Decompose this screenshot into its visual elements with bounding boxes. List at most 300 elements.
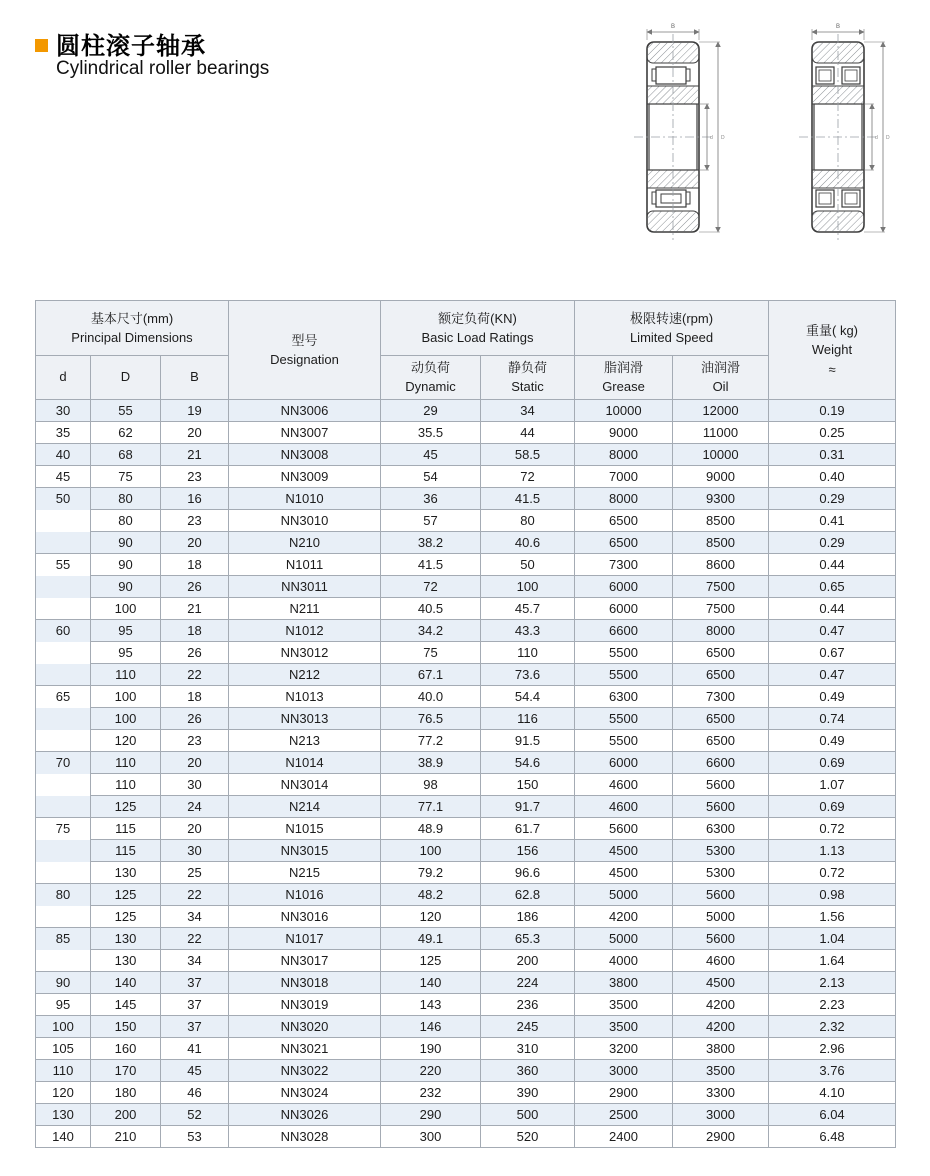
cell-oil: 8500 bbox=[673, 532, 769, 554]
orange-square-bullet bbox=[35, 39, 48, 52]
header-col-D: D bbox=[91, 356, 161, 400]
cell-designation: NN3016 bbox=[229, 906, 381, 928]
cell-static: 40.6 bbox=[481, 532, 575, 554]
cell-oil: 5300 bbox=[673, 840, 769, 862]
cell-grease: 6500 bbox=[575, 510, 673, 532]
header-weight-zh: 重量( kg) bbox=[806, 322, 859, 338]
cell-weight: 0.49 bbox=[769, 730, 896, 752]
cell-grease: 9000 bbox=[575, 422, 673, 444]
cell-grease: 6300 bbox=[575, 686, 673, 708]
cell-weight: 0.72 bbox=[769, 818, 896, 840]
cell-d bbox=[36, 598, 91, 620]
page-title-zh: 圆柱滚子轴承 bbox=[56, 33, 206, 60]
cell-oil: 8500 bbox=[673, 510, 769, 532]
header-col-oil bbox=[673, 356, 769, 400]
header-weight-en: Weight bbox=[811, 342, 853, 358]
cell-dynamic: 57 bbox=[381, 510, 481, 532]
cell-D: 130 bbox=[91, 862, 161, 884]
cell-d: 45 bbox=[36, 466, 91, 488]
cell-grease: 4600 bbox=[575, 796, 673, 818]
cell-dynamic: 77.2 bbox=[381, 730, 481, 752]
cell-oil: 3800 bbox=[673, 1038, 769, 1060]
cell-dynamic: 72 bbox=[381, 576, 481, 598]
cell-grease: 5500 bbox=[575, 642, 673, 664]
table-row bbox=[36, 972, 896, 994]
cell-grease: 5500 bbox=[575, 708, 673, 730]
cell-grease: 7300 bbox=[575, 554, 673, 576]
cell-oil: 6600 bbox=[673, 752, 769, 774]
cell-static: 520 bbox=[481, 1126, 575, 1148]
cell-weight: 0.41 bbox=[769, 510, 896, 532]
cell-dynamic: 29 bbox=[381, 400, 481, 422]
cell-dynamic: 67.1 bbox=[381, 664, 481, 686]
cell-designation: NN3012 bbox=[229, 642, 381, 664]
header-designation bbox=[229, 301, 381, 400]
cell-dynamic: 98 bbox=[381, 774, 481, 796]
cell-dynamic: 125 bbox=[381, 950, 481, 972]
cell-oil: 7500 bbox=[673, 598, 769, 620]
cell-oil: 4500 bbox=[673, 972, 769, 994]
cell-d: 110 bbox=[36, 1060, 91, 1082]
header-row-groups bbox=[36, 301, 896, 356]
header-weight-approx: ≈ bbox=[828, 361, 836, 377]
cell-grease: 4500 bbox=[575, 840, 673, 862]
cell-static: 150 bbox=[481, 774, 575, 796]
cell-d bbox=[36, 730, 91, 752]
cell-designation: NN3026 bbox=[229, 1104, 381, 1126]
cell-dynamic: 40.0 bbox=[381, 686, 481, 708]
cell-dynamic: 48.2 bbox=[381, 884, 481, 906]
cell-weight: 2.32 bbox=[769, 1016, 896, 1038]
cell-weight: 0.25 bbox=[769, 422, 896, 444]
cell-weight: 0.69 bbox=[769, 796, 896, 818]
table-row bbox=[36, 1082, 896, 1104]
cell-B: 20 bbox=[161, 532, 229, 554]
cell-D: 90 bbox=[91, 554, 161, 576]
header-col-dynamic-en: Dynamic bbox=[405, 378, 456, 394]
cell-d: 70 bbox=[36, 752, 91, 774]
cell-designation: NN3028 bbox=[229, 1126, 381, 1148]
cell-B: 34 bbox=[161, 950, 229, 972]
cell-D: 100 bbox=[91, 708, 161, 730]
cell-designation: N1016 bbox=[229, 884, 381, 906]
cell-weight: 1.04 bbox=[769, 928, 896, 950]
header-row-columns bbox=[36, 356, 896, 400]
cell-dynamic: 79.2 bbox=[381, 862, 481, 884]
cell-oil: 4200 bbox=[673, 1016, 769, 1038]
cell-D: 68 bbox=[91, 444, 161, 466]
cell-static: 310 bbox=[481, 1038, 575, 1060]
cell-oil: 12000 bbox=[673, 400, 769, 422]
cell-d: 140 bbox=[36, 1126, 91, 1148]
cell-oil: 2900 bbox=[673, 1126, 769, 1148]
cell-B: 37 bbox=[161, 972, 229, 994]
cell-oil: 6500 bbox=[673, 642, 769, 664]
cell-d: 75 bbox=[36, 818, 91, 840]
cell-D: 140 bbox=[91, 972, 161, 994]
cell-D: 125 bbox=[91, 906, 161, 928]
cell-static: 61.7 bbox=[481, 818, 575, 840]
cell-dynamic: 290 bbox=[381, 1104, 481, 1126]
cell-designation: N1017 bbox=[229, 928, 381, 950]
cell-B: 20 bbox=[161, 818, 229, 840]
cell-grease: 6000 bbox=[575, 598, 673, 620]
table-row bbox=[36, 664, 896, 686]
table-row bbox=[36, 1016, 896, 1038]
table-row bbox=[36, 840, 896, 862]
cell-dynamic: 120 bbox=[381, 906, 481, 928]
cell-B: 18 bbox=[161, 620, 229, 642]
cell-d bbox=[36, 774, 91, 796]
cell-d bbox=[36, 510, 91, 532]
cell-d bbox=[36, 796, 91, 818]
cell-oil: 5300 bbox=[673, 862, 769, 884]
cell-d: 95 bbox=[36, 994, 91, 1016]
cell-weight: 1.07 bbox=[769, 774, 896, 796]
cell-designation: NN3007 bbox=[229, 422, 381, 444]
table-row bbox=[36, 488, 896, 510]
cell-weight: 0.47 bbox=[769, 620, 896, 642]
cell-grease: 10000 bbox=[575, 400, 673, 422]
cell-grease: 5000 bbox=[575, 884, 673, 906]
cell-weight: 2.23 bbox=[769, 994, 896, 1016]
cell-designation: NN3006 bbox=[229, 400, 381, 422]
table-row bbox=[36, 774, 896, 796]
cell-static: 58.5 bbox=[481, 444, 575, 466]
cell-oil: 5600 bbox=[673, 774, 769, 796]
cell-weight: 0.31 bbox=[769, 444, 896, 466]
cell-weight: 1.56 bbox=[769, 906, 896, 928]
cell-d: 60 bbox=[36, 620, 91, 642]
cell-B: 30 bbox=[161, 774, 229, 796]
cell-B: 52 bbox=[161, 1104, 229, 1126]
cell-D: 90 bbox=[91, 576, 161, 598]
header-principal-dimensions-zh: 基本尺寸(mm) bbox=[90, 310, 174, 326]
cell-B: 34 bbox=[161, 906, 229, 928]
cell-designation: N213 bbox=[229, 730, 381, 752]
cell-designation: N214 bbox=[229, 796, 381, 818]
table-row bbox=[36, 686, 896, 708]
cell-static: 62.8 bbox=[481, 884, 575, 906]
cell-oil: 3000 bbox=[673, 1104, 769, 1126]
cell-oil: 6500 bbox=[673, 730, 769, 752]
cell-D: 110 bbox=[91, 752, 161, 774]
cell-grease: 2400 bbox=[575, 1126, 673, 1148]
cell-d bbox=[36, 840, 91, 862]
header-col-oil-en: Oil bbox=[712, 378, 729, 394]
cell-static: 44 bbox=[481, 422, 575, 444]
cell-grease: 6500 bbox=[575, 532, 673, 554]
cell-B: 37 bbox=[161, 994, 229, 1016]
cell-D: 130 bbox=[91, 950, 161, 972]
cell-designation: NN3009 bbox=[229, 466, 381, 488]
cell-weight: 0.19 bbox=[769, 400, 896, 422]
cell-D: 110 bbox=[91, 774, 161, 796]
cell-oil: 6500 bbox=[673, 664, 769, 686]
cell-grease: 4600 bbox=[575, 774, 673, 796]
cell-D: 150 bbox=[91, 1016, 161, 1038]
cell-weight: 0.40 bbox=[769, 466, 896, 488]
cell-weight: 1.64 bbox=[769, 950, 896, 972]
cell-oil: 5600 bbox=[673, 796, 769, 818]
cell-D: 80 bbox=[91, 510, 161, 532]
cell-static: 45.7 bbox=[481, 598, 575, 620]
cell-grease: 3500 bbox=[575, 1016, 673, 1038]
cell-weight: 2.96 bbox=[769, 1038, 896, 1060]
table-row bbox=[36, 730, 896, 752]
cell-d: 65 bbox=[36, 686, 91, 708]
cell-static: 91.5 bbox=[481, 730, 575, 752]
page-title-en: Cylindrical roller bearings bbox=[56, 58, 270, 79]
cell-D: 210 bbox=[91, 1126, 161, 1148]
cell-oil: 3300 bbox=[673, 1082, 769, 1104]
cell-d bbox=[36, 576, 91, 598]
header-col-static-en: Static bbox=[511, 378, 544, 394]
cell-B: 16 bbox=[161, 488, 229, 510]
cell-weight: 0.72 bbox=[769, 862, 896, 884]
dim-label-B: B bbox=[671, 24, 676, 30]
cell-dynamic: 190 bbox=[381, 1038, 481, 1060]
cell-oil: 5600 bbox=[673, 884, 769, 906]
cell-D: 95 bbox=[91, 642, 161, 664]
table-row bbox=[36, 950, 896, 972]
header-col-d: d bbox=[36, 356, 91, 400]
header-col-B: B bbox=[161, 356, 229, 400]
cell-grease: 7000 bbox=[575, 466, 673, 488]
table-row bbox=[36, 422, 896, 444]
cell-D: 200 bbox=[91, 1104, 161, 1126]
table-row bbox=[36, 862, 896, 884]
cell-D: 125 bbox=[91, 884, 161, 906]
cell-D: 95 bbox=[91, 620, 161, 642]
header-principal-dimensions-en: Principal Dimensions bbox=[71, 330, 193, 345]
header-col-static bbox=[481, 356, 575, 400]
cell-designation: NN3014 bbox=[229, 774, 381, 796]
cell-oil: 4200 bbox=[673, 994, 769, 1016]
cell-D: 62 bbox=[91, 422, 161, 444]
cell-static: 80 bbox=[481, 510, 575, 532]
table-row bbox=[36, 1126, 896, 1148]
cell-oil: 6500 bbox=[673, 708, 769, 730]
cell-dynamic: 38.9 bbox=[381, 752, 481, 774]
cell-grease: 8000 bbox=[575, 444, 673, 466]
cell-dynamic: 34.2 bbox=[381, 620, 481, 642]
cell-designation: N1010 bbox=[229, 488, 381, 510]
cell-weight: 0.44 bbox=[769, 598, 896, 620]
cell-B: 41 bbox=[161, 1038, 229, 1060]
table-row bbox=[36, 818, 896, 840]
cell-grease: 6600 bbox=[575, 620, 673, 642]
cell-designation: NN3015 bbox=[229, 840, 381, 862]
cell-grease: 3200 bbox=[575, 1038, 673, 1060]
cell-B: 26 bbox=[161, 708, 229, 730]
cell-grease: 5500 bbox=[575, 730, 673, 752]
cell-d bbox=[36, 664, 91, 686]
cell-designation: NN3022 bbox=[229, 1060, 381, 1082]
cell-d: 40 bbox=[36, 444, 91, 466]
cell-designation: N1012 bbox=[229, 620, 381, 642]
cell-designation: NN3008 bbox=[229, 444, 381, 466]
cell-weight: 0.67 bbox=[769, 642, 896, 664]
table-row bbox=[36, 466, 896, 488]
cell-D: 55 bbox=[91, 400, 161, 422]
cell-B: 22 bbox=[161, 664, 229, 686]
cell-oil: 8000 bbox=[673, 620, 769, 642]
cell-D: 90 bbox=[91, 532, 161, 554]
table-row bbox=[36, 796, 896, 818]
cell-weight: 0.74 bbox=[769, 708, 896, 730]
cell-B: 20 bbox=[161, 422, 229, 444]
cell-dynamic: 48.9 bbox=[381, 818, 481, 840]
cell-D: 125 bbox=[91, 796, 161, 818]
table-row bbox=[36, 906, 896, 928]
cell-designation: NN3010 bbox=[229, 510, 381, 532]
cell-weight: 0.44 bbox=[769, 554, 896, 576]
cell-designation: NN3019 bbox=[229, 994, 381, 1016]
cell-B: 22 bbox=[161, 928, 229, 950]
cell-designation: N1013 bbox=[229, 686, 381, 708]
cell-weight: 6.48 bbox=[769, 1126, 896, 1148]
cell-weight: 0.49 bbox=[769, 686, 896, 708]
table-row bbox=[36, 400, 896, 422]
cell-weight: 2.13 bbox=[769, 972, 896, 994]
cell-static: 41.5 bbox=[481, 488, 575, 510]
header-col-grease-zh: 脂润滑 bbox=[604, 360, 644, 376]
cell-d: 120 bbox=[36, 1082, 91, 1104]
cell-dynamic: 77.1 bbox=[381, 796, 481, 818]
cell-D: 145 bbox=[91, 994, 161, 1016]
header-col-static-zh: 静负荷 bbox=[508, 360, 548, 376]
cell-static: 54.6 bbox=[481, 752, 575, 774]
bearing-cross-section-double-row bbox=[799, 24, 890, 240]
bearing-cross-sections bbox=[628, 18, 930, 258]
header-col-grease-en: Grease bbox=[602, 378, 645, 394]
header-limited-speed-en: Limited Speed bbox=[629, 330, 714, 345]
cell-B: 20 bbox=[161, 752, 229, 774]
cell-dynamic: 300 bbox=[381, 1126, 481, 1148]
cell-d: 85 bbox=[36, 928, 91, 950]
cell-dynamic: 232 bbox=[381, 1082, 481, 1104]
cell-designation: NN3013 bbox=[229, 708, 381, 730]
cell-dynamic: 49.1 bbox=[381, 928, 481, 950]
cell-D: 100 bbox=[91, 598, 161, 620]
cell-dynamic: 35.5 bbox=[381, 422, 481, 444]
cell-static: 236 bbox=[481, 994, 575, 1016]
table-row bbox=[36, 554, 896, 576]
cell-oil: 4600 bbox=[673, 950, 769, 972]
cell-d bbox=[36, 708, 91, 730]
cell-weight: 0.29 bbox=[769, 488, 896, 510]
cell-dynamic: 38.2 bbox=[381, 532, 481, 554]
cell-dynamic: 76.5 bbox=[381, 708, 481, 730]
cell-oil: 5000 bbox=[673, 906, 769, 928]
cell-oil: 6300 bbox=[673, 818, 769, 840]
cell-B: 45 bbox=[161, 1060, 229, 1082]
cell-dynamic: 146 bbox=[381, 1016, 481, 1038]
cell-D: 100 bbox=[91, 686, 161, 708]
cell-dynamic: 40.5 bbox=[381, 598, 481, 620]
bearings-spec-table bbox=[35, 300, 896, 1148]
cell-B: 18 bbox=[161, 686, 229, 708]
table-row bbox=[36, 928, 896, 950]
cell-grease: 4200 bbox=[575, 906, 673, 928]
cell-dynamic: 54 bbox=[381, 466, 481, 488]
cell-static: 34 bbox=[481, 400, 575, 422]
cell-grease: 6000 bbox=[575, 576, 673, 598]
cell-weight: 0.47 bbox=[769, 664, 896, 686]
cell-static: 50 bbox=[481, 554, 575, 576]
cell-B: 53 bbox=[161, 1126, 229, 1148]
cell-weight: 4.10 bbox=[769, 1082, 896, 1104]
cell-D: 130 bbox=[91, 928, 161, 950]
cell-d bbox=[36, 950, 91, 972]
table-row bbox=[36, 576, 896, 598]
cell-designation: N215 bbox=[229, 862, 381, 884]
cell-oil: 7300 bbox=[673, 686, 769, 708]
cell-dynamic: 75 bbox=[381, 642, 481, 664]
cell-weight: 0.65 bbox=[769, 576, 896, 598]
cell-B: 24 bbox=[161, 796, 229, 818]
header-basic-load-ratings bbox=[381, 301, 575, 356]
cell-oil: 8600 bbox=[673, 554, 769, 576]
cell-d: 50 bbox=[36, 488, 91, 510]
cell-B: 22 bbox=[161, 884, 229, 906]
cell-weight: 0.29 bbox=[769, 532, 896, 554]
cell-oil: 7500 bbox=[673, 576, 769, 598]
cell-B: 30 bbox=[161, 840, 229, 862]
table-row bbox=[36, 884, 896, 906]
cell-static: 156 bbox=[481, 840, 575, 862]
dim-label-d2: d bbox=[875, 135, 878, 141]
cell-designation: NN3017 bbox=[229, 950, 381, 972]
cell-grease: 5000 bbox=[575, 928, 673, 950]
header-col-dynamic-zh: 动负荷 bbox=[410, 360, 450, 376]
cell-static: 73.6 bbox=[481, 664, 575, 686]
cell-designation: N212 bbox=[229, 664, 381, 686]
header-limited-speed-zh: 极限转速(rpm) bbox=[629, 310, 714, 326]
table-row bbox=[36, 598, 896, 620]
cell-B: 21 bbox=[161, 598, 229, 620]
header-principal-dimensions bbox=[36, 301, 229, 356]
header-basic-load-ratings-zh: 额定负荷(KN) bbox=[438, 310, 517, 326]
dim-label-d: d bbox=[710, 135, 713, 141]
cell-static: 224 bbox=[481, 972, 575, 994]
cell-D: 160 bbox=[91, 1038, 161, 1060]
cell-designation: NN3021 bbox=[229, 1038, 381, 1060]
cell-static: 390 bbox=[481, 1082, 575, 1104]
dim-label-D: D bbox=[721, 135, 725, 141]
cell-dynamic: 140 bbox=[381, 972, 481, 994]
table-row bbox=[36, 1038, 896, 1060]
header-limited-speed bbox=[575, 301, 769, 356]
header-designation-zh: 型号 bbox=[291, 332, 318, 348]
bearing-drawings bbox=[628, 18, 930, 258]
cell-d bbox=[36, 532, 91, 554]
cell-D: 115 bbox=[91, 818, 161, 840]
cell-B: 23 bbox=[161, 510, 229, 532]
table-body bbox=[36, 400, 896, 1148]
cell-grease: 2900 bbox=[575, 1082, 673, 1104]
cell-dynamic: 45 bbox=[381, 444, 481, 466]
cell-dynamic: 100 bbox=[381, 840, 481, 862]
table-row bbox=[36, 708, 896, 730]
cell-static: 110 bbox=[481, 642, 575, 664]
table-row bbox=[36, 444, 896, 466]
cell-static: 500 bbox=[481, 1104, 575, 1126]
cell-designation: NN3018 bbox=[229, 972, 381, 994]
cell-designation: NN3020 bbox=[229, 1016, 381, 1038]
cell-d: 30 bbox=[36, 400, 91, 422]
